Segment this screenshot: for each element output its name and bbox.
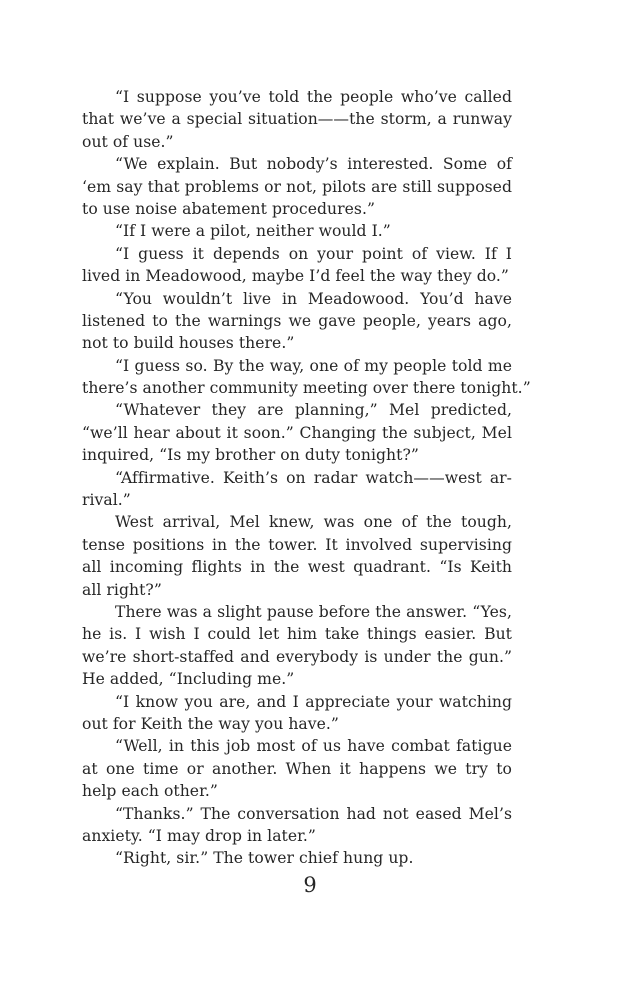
text-line: “I guess it depends on your point of view. If I [115,244,512,263]
page-number: 9 [303,873,317,897]
text-line: He added, “Including me.” [82,670,295,689]
text-line: we’re short-staffed and everybody is under the gun.” [82,647,512,666]
text-line: “I know you are, and I appreciate your watching [115,692,512,711]
text-line: “You wouldn’t live in Meadowood. You’d have [115,289,512,308]
text-line: “I suppose you’ve told the people who’ve called [115,88,512,106]
text-line: out for Keith the way you have.” [82,714,339,733]
text-line: listened to the warnings we gave people, years ago, [82,311,512,330]
text-line: at one time or another. When it happens we try to [82,759,512,778]
text-line: “If I were a pilot, neither would I.” [115,222,391,241]
text-line: anxiety. “I may drop in later.” [82,826,316,845]
text-line: “Thanks.” The conversation had not eased Mel’s [115,804,512,823]
text-line: “I guess so. By the way, one of my people told me [115,356,512,375]
text-line: lived in Meadowood, maybe I’d feel the way they do.” [82,267,509,286]
text-line: “Right, sir.” The tower chief hung up. [115,849,414,868]
body-text [82,86,531,870]
text-line: not to build houses there.” [82,334,295,353]
text-line: help each other.” [82,782,218,801]
text-line: inquired, “Is my brother on duty tonight?” [82,446,419,465]
text-line: all right?” [82,580,162,599]
text-line: “Affirmative. Keith’s on radar watch——west ar- [115,468,512,487]
text-line: ‘em say that problems or not, pilots are still supposed [82,177,512,196]
text-line: “Whatever they are planning,” Mel predicted, [115,401,512,420]
text-line: all incoming flights in the west quadrant. “Is Keith [82,558,512,577]
text-line: to use noise abatement procedures.” [82,199,375,218]
text-line: rival.” [82,491,131,510]
text-line: “Well, in this job most of us have combat fatigue [115,737,512,756]
text-line: there’s another community meeting over there tonight.” [82,379,531,398]
text-line: that we’ve a special situation——the storm, a runway [82,110,512,129]
text-line: “We explain. But nobody’s interested. Some of [115,155,512,174]
text-line: he is. I wish I could let him take things easier. But [82,625,512,644]
text-line: West arrival, Mel knew, was one of the tough, [115,513,512,532]
text-line: “we’ll hear about it soon.” Changing the subject, Mel [82,423,512,442]
text-line: tense positions in the tower. It involved supervising [82,535,512,554]
text-line: There was a slight pause before the answer. “Yes, [115,602,512,621]
text-line: out of use.” [82,132,174,151]
